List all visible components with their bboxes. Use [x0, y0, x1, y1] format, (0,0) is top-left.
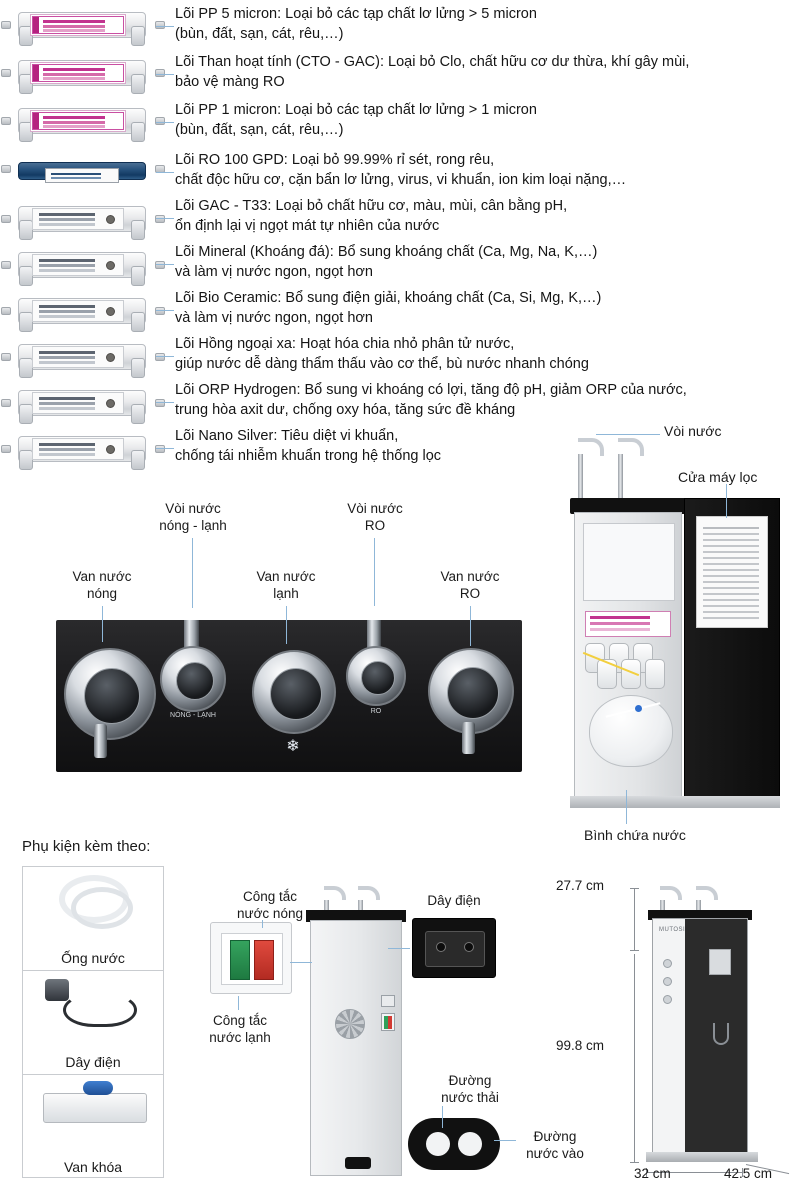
machine-side-photo: [300, 880, 420, 1180]
accessory-caption: Van khóa: [63, 1159, 123, 1175]
faucet-stem-left: [578, 454, 583, 500]
cartridge-gac-t33: [8, 196, 158, 240]
water-hose-icon: [59, 875, 129, 923]
side-body: [310, 920, 402, 1176]
dim-body-height-label: 99.8 cm: [556, 1038, 605, 1053]
cartridge-nano-silver: [8, 426, 158, 470]
control-button[interactable]: [663, 977, 672, 986]
filter-description: Lõi PP 1 micron: Loại bỏ các tạp chất lơ lửng > 1 micron (bùn, đất, sạn, cát, rêu,…): [175, 102, 537, 138]
cooling-fan-icon: [335, 1009, 365, 1039]
hot-switch-label: Công tắc nước nóng: [237, 889, 303, 921]
filter-description: Lõi RO 100 GPD: Loại bỏ 99.99% rỉ sét, rong rêu, chất độc hữu cơ, cặn bẩn lơ lửng, virus, vi khuẩn, ion kim loại nặng,…: [175, 152, 627, 188]
filter-row: [0, 98, 800, 146]
switch-panel-photo: [210, 922, 292, 994]
accessories-box: [22, 866, 164, 1178]
hot-water-spout: [94, 724, 107, 758]
ro-valve-label: Van nước RO: [440, 569, 500, 601]
door-instruction-sheet: [696, 516, 768, 628]
cartridge-far-infrared: [8, 334, 158, 378]
filter-description: Lõi Mineral (Khoáng đá): Bổ sung khoáng chất (Ca, Mg, Na, K,…) và làm vị nước ngon, ngọt hơn: [175, 244, 598, 280]
accessory-item: [23, 971, 163, 1075]
inner-filter-bank: [583, 643, 675, 689]
filter-description: Lõi GAC - T33: Loại bỏ chất hữu cơ, màu, mùi, cân bằng pH, ổn định lại vị ngọt mát tự nhiên của nước: [175, 198, 568, 234]
engrave-hot-cold: NÓNG - LẠNH: [170, 712, 216, 719]
dim-base: [646, 1152, 758, 1162]
accessories-title: Phụ kiện kèm theo:: [22, 838, 151, 855]
engrave-ro: RO: [370, 708, 382, 715]
inner-panel: [583, 523, 675, 601]
filter-description: Lõi Than hoạt tính (CTO - GAC): Loại bỏ Clo, chất hữu cơ dư thừa, khí gây mùi, bảo vệ màng RO: [175, 54, 690, 90]
drain-line-label: Đường nước thải: [441, 1073, 499, 1105]
cold-water-valve-knob: [252, 650, 336, 734]
filter-description: Lõi ORP Hydrogen: Bổ sung vi khoáng có lợi, tăng độ pH, giảm ORP của nước, trung hòa axit dư, chống oxy hóa, tăng sức đề kháng: [175, 382, 687, 418]
filter-cartridge-list: [0, 0, 800, 478]
inlet-line-label: Đường nước vào: [526, 1129, 584, 1161]
filter-description: Lõi Hồng ngoại xa: Hoạt hóa chia nhỏ phân tử nước, giúp nước dễ dàng thẩm thấu vào cơ thể, bù nước nhanh chóng: [175, 336, 589, 372]
dim-depth-label: 42.5 cm: [724, 1166, 773, 1181]
filter-row: [0, 288, 800, 336]
control-button[interactable]: [663, 959, 672, 968]
accessory-caption: Dây điện: [65, 1054, 121, 1070]
cold-water-switch[interactable]: [230, 940, 250, 980]
inner-pink-cartridge: [585, 611, 671, 637]
cartridge-bio-ceramic: [8, 288, 158, 332]
inlet-hole: [458, 1132, 482, 1156]
dim-line-top: [634, 888, 635, 950]
filter-row: [0, 148, 800, 196]
filter-description: Lõi Bio Ceramic: Bổ sung điện giải, khoáng chất (Ca, Si, Mg, K,…) và làm vị nước ngon, ngọt hơn: [175, 290, 602, 326]
cartridge-pp-1-micron: [8, 98, 158, 142]
machine-body: [574, 512, 682, 804]
faucet-valve-photo: [56, 620, 522, 772]
cartridge-mineral: [8, 242, 158, 286]
water-storage-tank: [589, 695, 673, 767]
power-inlet-photo: [412, 918, 496, 978]
cartridge-ro-membrane: [8, 148, 158, 192]
snowflake-icon: ❄: [286, 738, 300, 755]
accessory-caption: Ống nước: [61, 950, 125, 966]
machine-dimensions-photo: [630, 880, 800, 1180]
cord-loop: [63, 993, 137, 1027]
filter-row: [0, 196, 800, 244]
drain-hole: [426, 1132, 450, 1156]
spout-outline: [713, 1023, 729, 1045]
filter-description: Lõi PP 5 micron: Loại bỏ các tạp chất lơ lửng > 5 micron (bùn, đất, sạn, cát, rêu,…): [175, 6, 537, 42]
filter-row: [0, 50, 800, 98]
switch-frame: [221, 933, 283, 985]
tank-callout-label: Bình chứa nước: [584, 827, 686, 843]
cartridge-pp-5-micron: [8, 2, 158, 46]
valve-handle: [83, 1081, 113, 1095]
machine-base: [570, 796, 780, 808]
ro-faucet-head: [346, 646, 406, 706]
hot-water-switch[interactable]: [254, 940, 274, 980]
accessory-item: [23, 867, 163, 971]
dim-width-label: 32 cm: [634, 1166, 671, 1181]
accessories-panel: [22, 838, 182, 1178]
dim-body: [652, 918, 748, 1154]
drain-outlet: [345, 1157, 371, 1169]
filter-description: Lõi Nano Silver: Tiêu diệt vi khuẩn, chống tái nhiễm khuẩn trong hệ thống lọc: [175, 428, 442, 464]
shutoff-valve-icon: [43, 1093, 147, 1123]
hot-water-valve-knob: [64, 648, 156, 740]
hot-cold-faucet-label: Vòi nước nóng - lạnh: [159, 501, 227, 533]
filter-row: [0, 334, 800, 382]
power-inlet-socket: [425, 931, 485, 967]
door-callout-label: Cửa máy lọc: [678, 469, 758, 485]
hot-cold-faucet-head: [160, 646, 226, 712]
power-cord-label: Dây điện: [427, 893, 481, 908]
faucet-callout-label: Vòi nước: [664, 423, 722, 439]
display-window: [709, 949, 731, 975]
rear-switch-pair[interactable]: [381, 1013, 395, 1031]
hot-valve-label: Van nước nóng: [72, 569, 132, 601]
dim-faucet-arc-left: [660, 886, 682, 900]
power-cord-icon: [45, 979, 69, 1001]
ro-faucet-label: Vòi nước RO: [347, 501, 403, 533]
brand-mark: MUTOSI: [659, 927, 686, 933]
filter-row: [0, 2, 800, 50]
accessory-item: [23, 1075, 163, 1179]
dim-faucet-arc-right: [696, 886, 718, 900]
cartridge-orp-hydrogen: [8, 380, 158, 424]
control-button[interactable]: [663, 995, 672, 1004]
cold-switch-label: Công tắc nước lạnh: [209, 1013, 271, 1045]
cold-valve-label: Van nước lạnh: [256, 569, 316, 601]
dim-line-body: [634, 954, 635, 1162]
power-socket: [381, 995, 395, 1007]
faucet-stem-right: [618, 454, 623, 500]
inlet-drain-photo: [408, 1118, 500, 1170]
side-faucet-arc-left: [324, 886, 346, 900]
ro-valve-spout: [462, 722, 475, 754]
side-faucet-arc-right: [358, 886, 380, 900]
dim-top-height-label: 27.7 cm: [556, 878, 605, 893]
cartridge-cto-gac: [8, 50, 158, 94]
filter-row: [0, 242, 800, 290]
